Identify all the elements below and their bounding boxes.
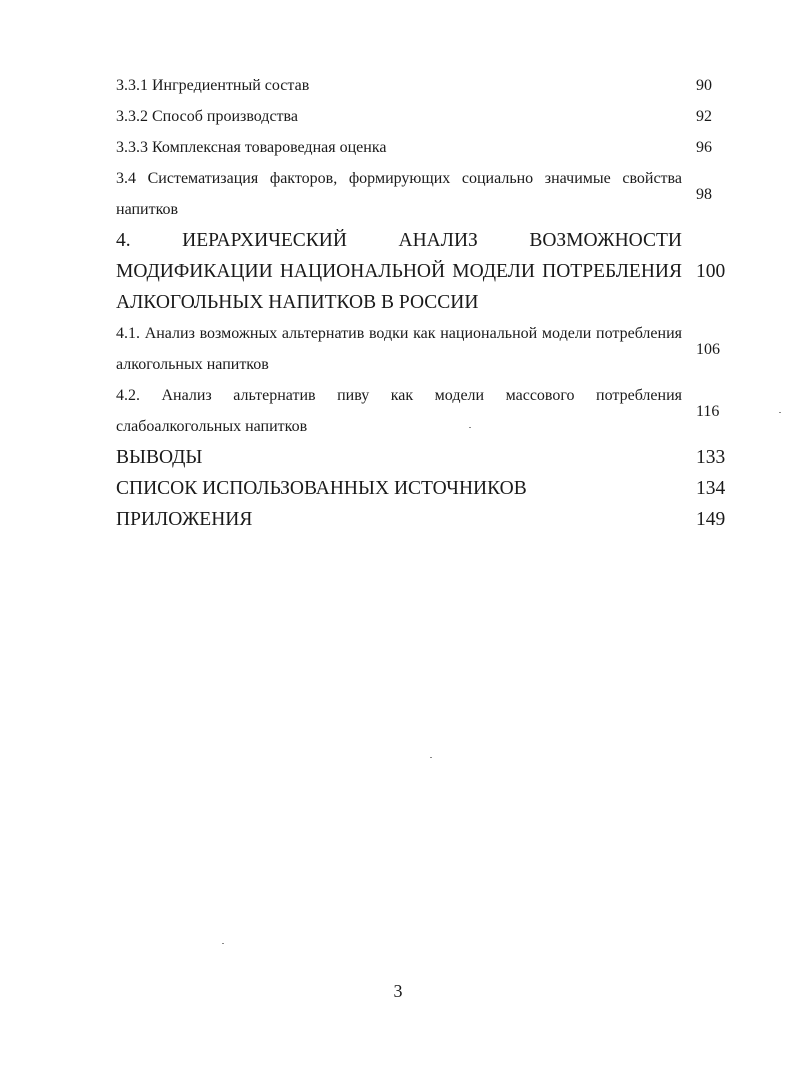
toc-entry-4-1: [116, 318, 728, 380]
toc-entry-title: ВЫВОДЫ: [116, 447, 203, 468]
scan-speck: [779, 412, 781, 413]
toc-entry-page: 106: [696, 340, 720, 358]
toc-entry-page: 98: [696, 185, 712, 203]
toc-entry-3-3-2: [116, 101, 728, 132]
toc-entry-3-3-3: [116, 132, 728, 163]
toc-entry-title: 4. ИЕРАРХИЧЕСКИЙ АНАЛИЗ ВОЗМОЖНОСТИ МОДИФИКАЦИИ НАЦИОНАЛЬНОЙ МОДЕЛИ ПОТРЕБЛЕНИЯ АЛКОГОЛЬНЫХ НАПИТКОВ В РОССИИ: [116, 230, 682, 313]
toc-entry-page: 133: [696, 447, 726, 468]
toc-entry-title: 3.3.3 Комплексная товароведная оценка: [116, 139, 387, 156]
page-number: 3: [393, 981, 403, 1001]
toc-entry-4-2: [116, 380, 728, 442]
toc-entry-4: [116, 225, 728, 318]
table-of-contents: [116, 70, 728, 535]
toc-entry-page: 92: [696, 108, 712, 125]
toc-entry-title: 3.4 Систематизация факторов, формирующих социально значимые свойства напитков: [116, 170, 682, 218]
toc-entry-conclusions: [116, 442, 728, 473]
toc-entry-title: 3.3.1 Ингредиентный состав: [116, 77, 310, 94]
toc-entry-page: 149: [696, 509, 726, 530]
toc-entry-page: 116: [696, 402, 720, 420]
toc-entry-title: 3.3.2 Способ производства: [116, 108, 298, 125]
toc-entry-page: 100: [696, 261, 726, 282]
toc-entry-references: [116, 473, 728, 504]
toc-entry-page: 90: [696, 77, 712, 94]
toc-entry-page: 96: [696, 139, 712, 156]
toc-entry-title: 4.2. Анализ альтернатив пиву как модели массового потребления слабоалкогольных напитков: [116, 387, 682, 435]
toc-entry-appendices: [116, 504, 728, 535]
scan-speck: [222, 943, 224, 944]
toc-entry-3-4: [116, 163, 728, 225]
scan-speck: [430, 757, 432, 758]
scan-speck: [469, 427, 471, 428]
toc-entry-title: ПРИЛОЖЕНИЯ: [116, 509, 253, 530]
toc-entry-page: 134: [696, 478, 726, 499]
toc-entry-title: 4.1. Анализ возможных альтернатив водки как национальной модели потребления алкогольных напитков: [116, 325, 682, 373]
toc-entry-3-3-1: [116, 70, 728, 101]
toc-entry-title: СПИСОК ИСПОЛЬЗОВАННЫХ ИСТОЧНИКОВ: [116, 478, 527, 499]
